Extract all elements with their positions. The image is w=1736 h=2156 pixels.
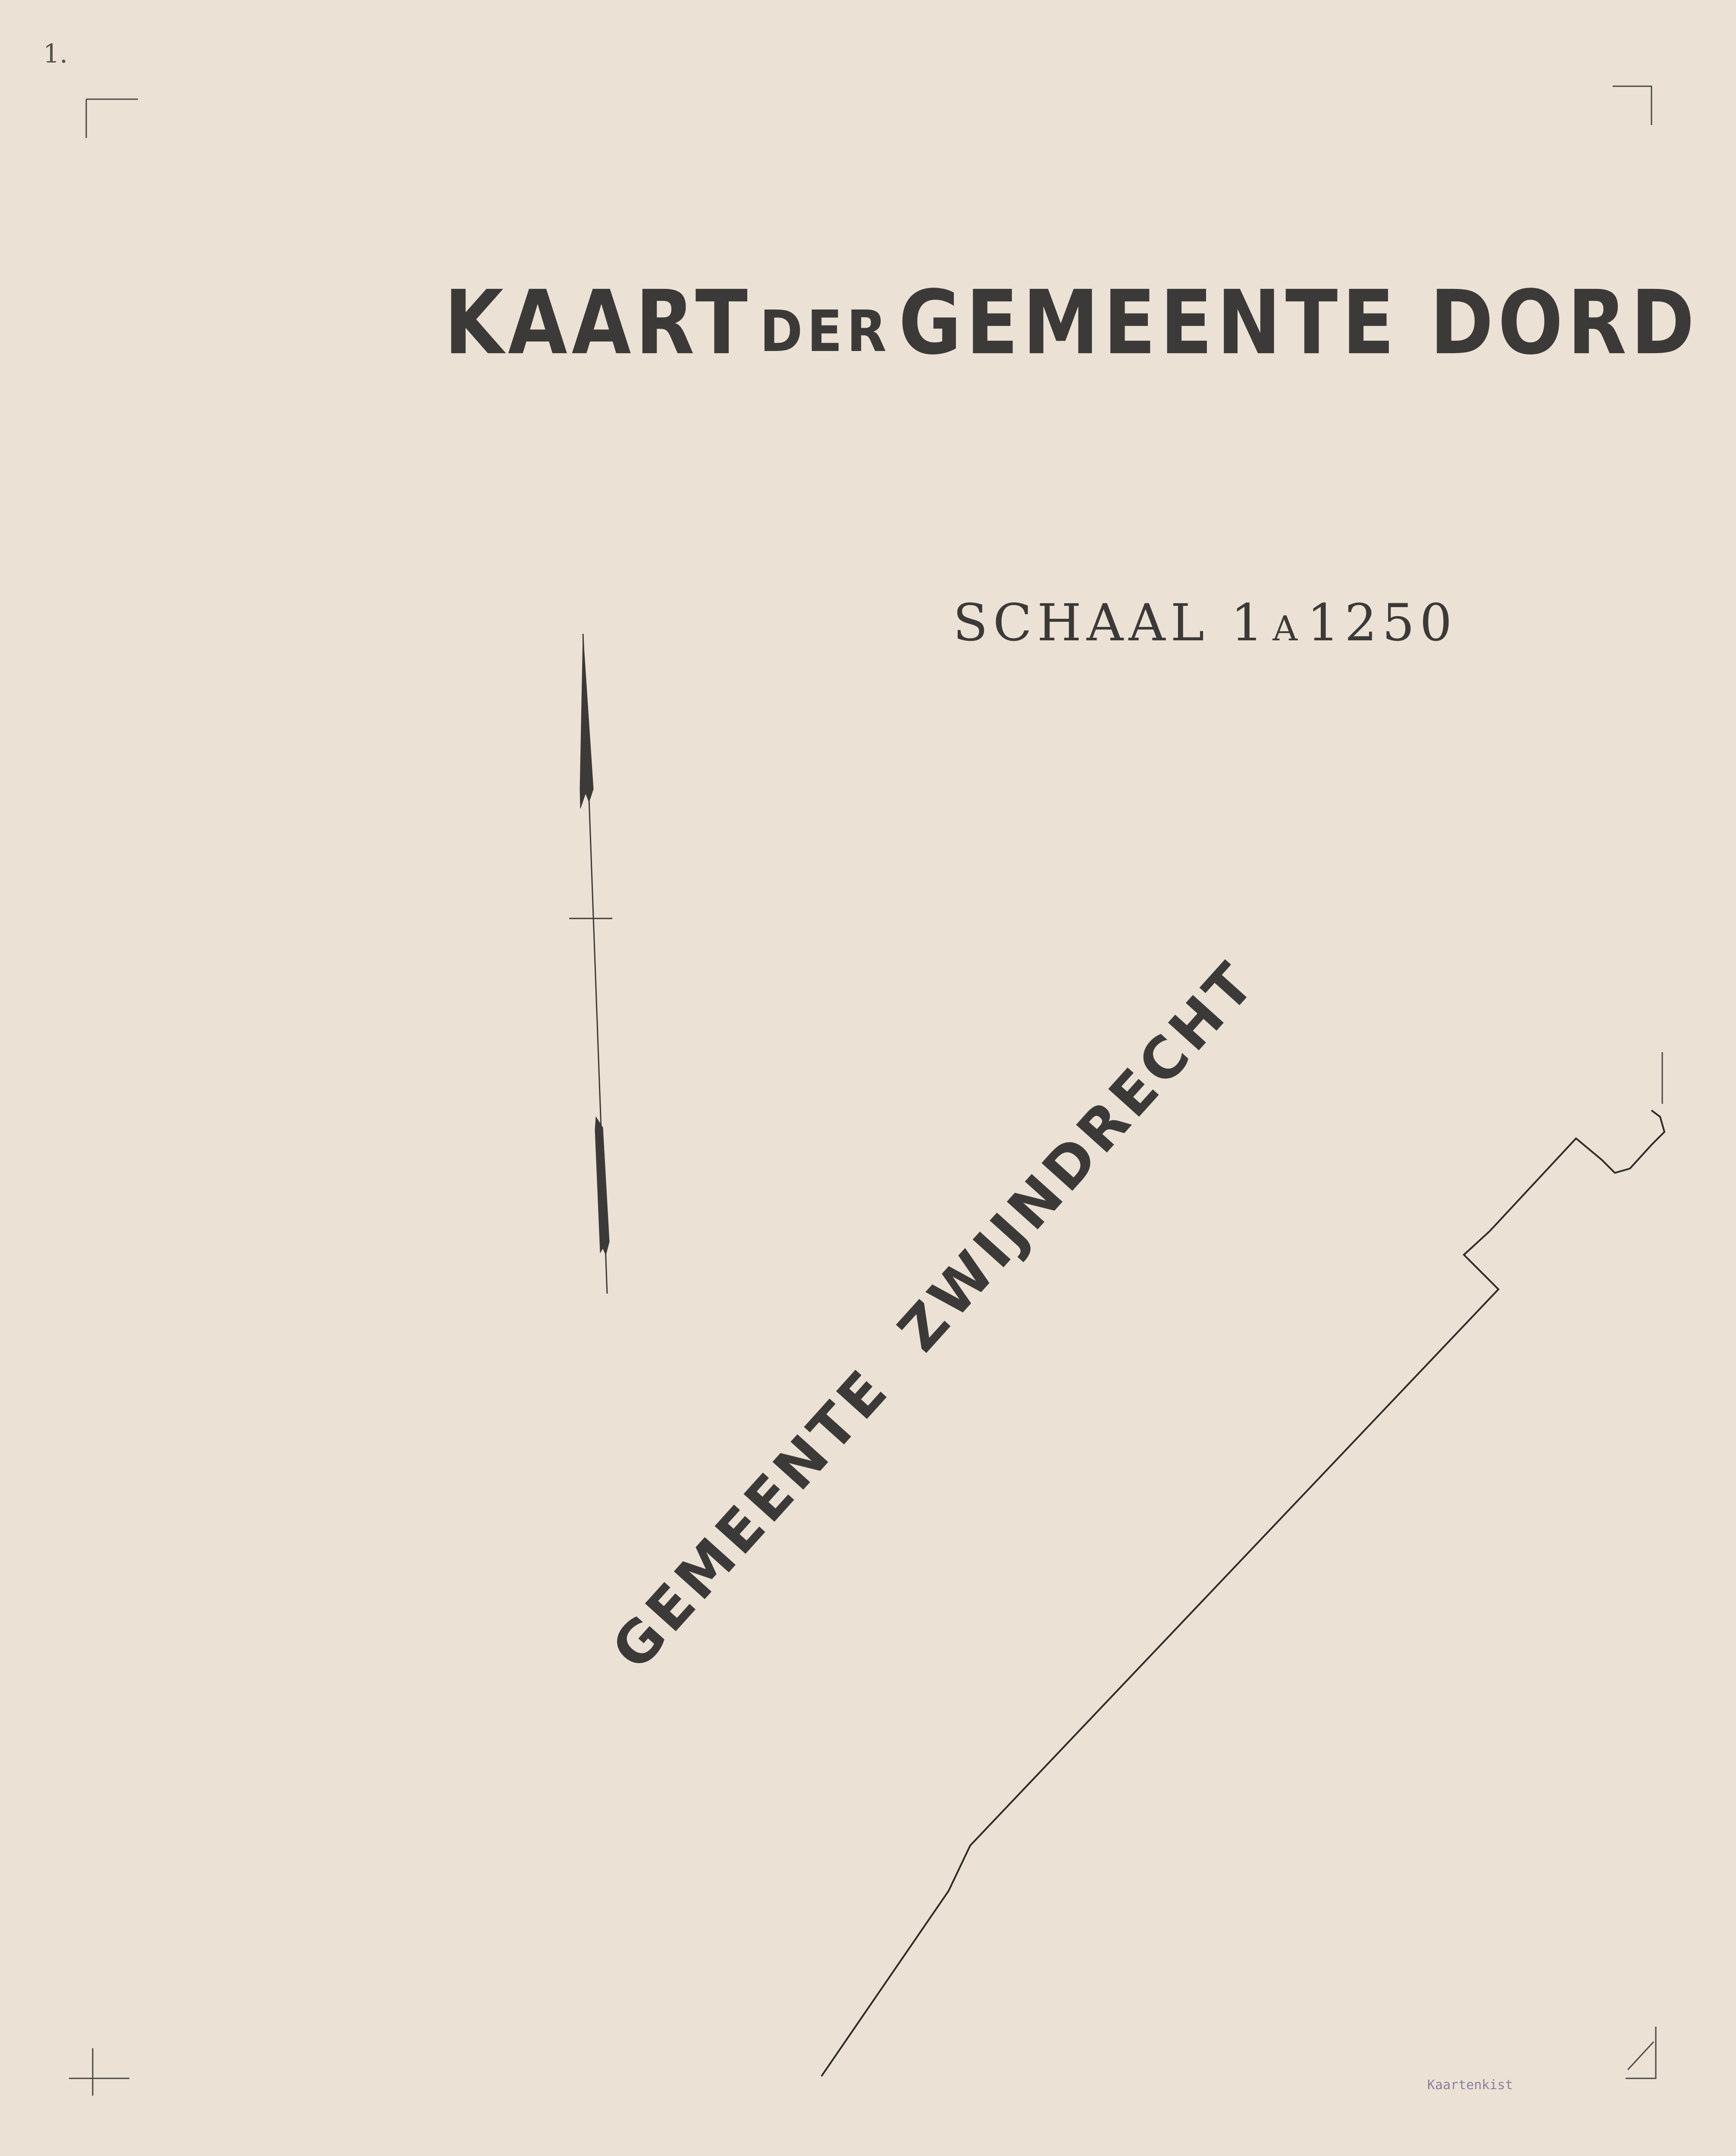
scale-connector: A	[1272, 608, 1303, 649]
title-word-der: DER	[759, 299, 891, 365]
archive-stamp: Kaartenkist	[1427, 2078, 1513, 2093]
sheet-number: 1.	[43, 39, 68, 69]
scale-value: 1250	[1307, 593, 1457, 652]
scale-prefix: SCHAAL 1	[953, 593, 1269, 652]
title-word-kaart: KAART	[444, 271, 752, 374]
title-word-gemeente-dord: GEMEENTE DORD	[898, 271, 1699, 374]
neighbour-municipality-label: GEMEENTE ZWIJNDRECHT	[599, 948, 1269, 1683]
